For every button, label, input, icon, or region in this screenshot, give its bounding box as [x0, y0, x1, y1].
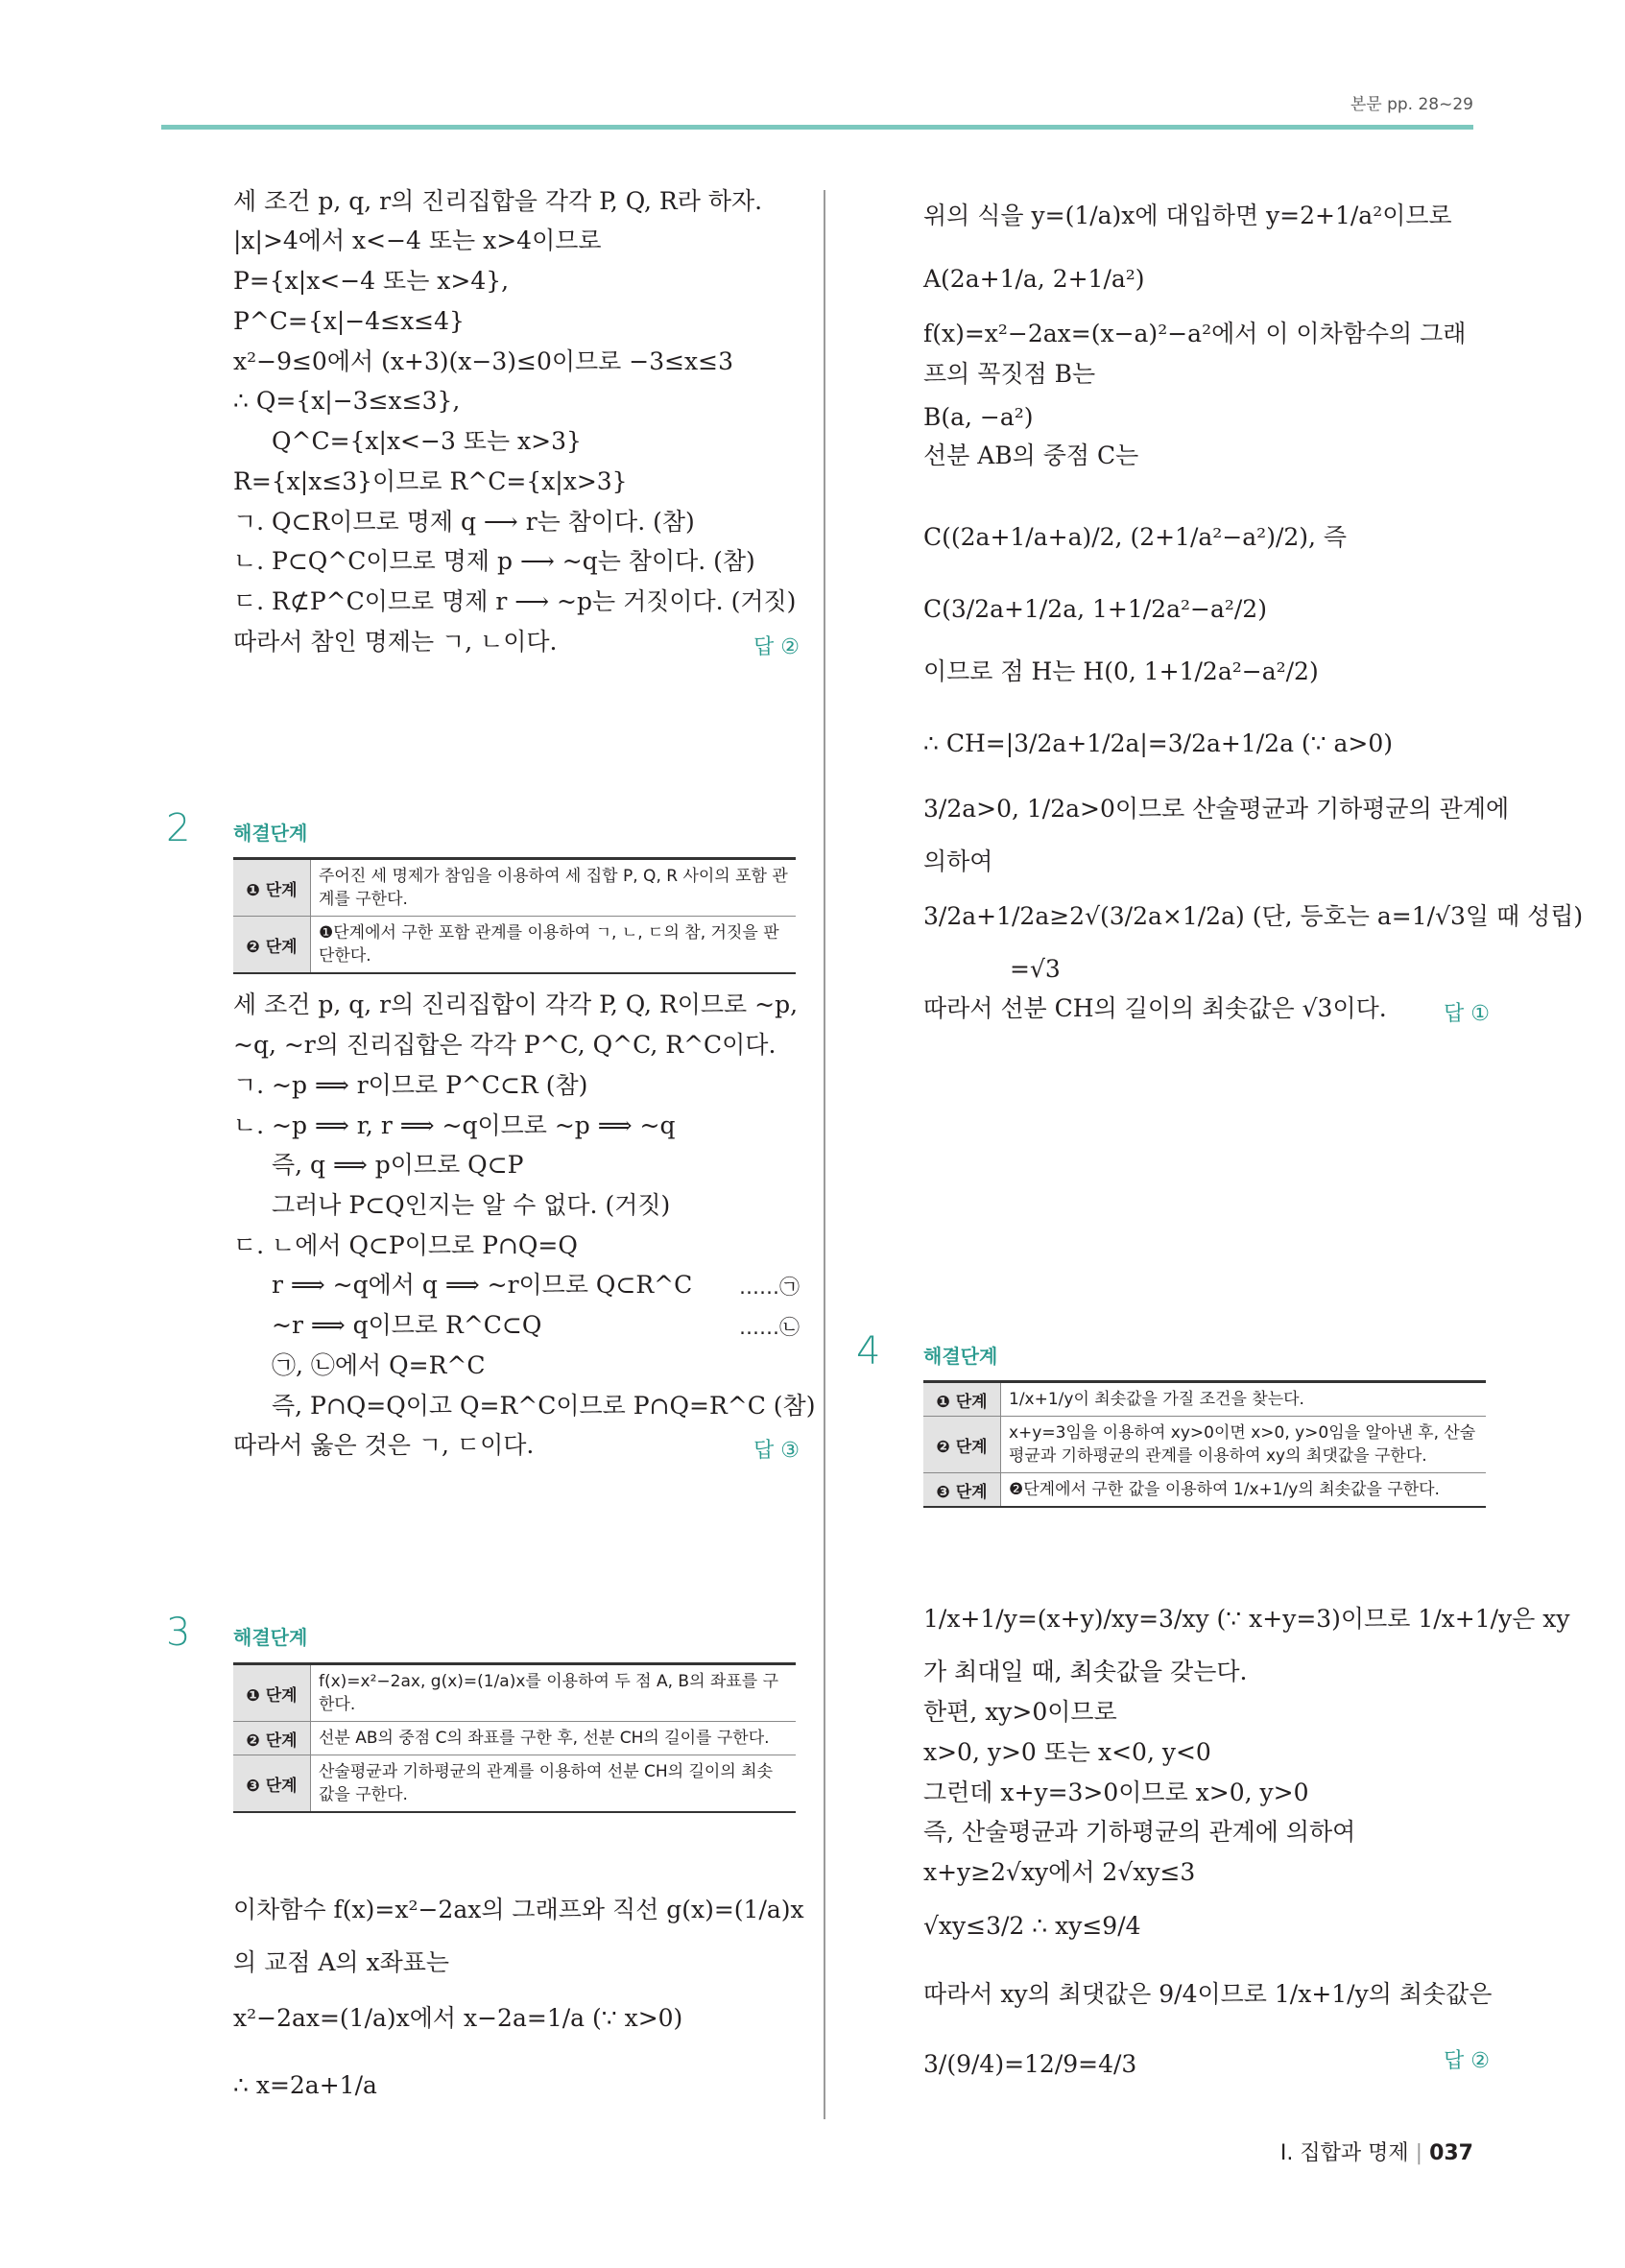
step-text: x+y=3임을 이용하여 xy>0이면 x>0, y>0임을 알아낸 후, 산술평균과 기하평균의 관계를 이용하여 xy의 최댓값을 구한다. — [1001, 1417, 1487, 1473]
q2-steps-table — [233, 857, 796, 974]
footer-divider: | — [1415, 2141, 1430, 2165]
step-label: ❸ 단계 — [233, 1755, 311, 1813]
q2-line: ~r ⟹ q이므로 R^C⊂Q — [272, 1311, 542, 1339]
footer-page-number: 037 — [1429, 2141, 1473, 2165]
q4-line: 그런데 x+y=3>0이므로 x>0, y>0 — [923, 1779, 1309, 1806]
q4-steps-title: 해결단계 — [923, 1345, 998, 1368]
step-text: 선분 AB의 중점 C의 좌표를 구한 후, 선분 CH의 길이를 구한다. — [311, 1722, 797, 1755]
q3-line: B(a, −a²) — [923, 403, 1034, 431]
q1-line: R={x|x≤3}이므로 R^C={x|x>3} — [233, 467, 628, 495]
step-row — [233, 917, 796, 974]
step-text: 1/x+1/y이 최솟값을 가질 조건을 찾는다. — [1001, 1382, 1487, 1417]
step-row — [923, 1417, 1486, 1473]
q3-line: =√3 — [1010, 955, 1061, 983]
step-label: ❶ 단계 — [233, 859, 311, 917]
q3-steps-title: 해결단계 — [233, 1626, 308, 1649]
q1-line: Q^C={x|x<−3 또는 x>3} — [272, 427, 582, 455]
q3-line: C((2a+1/a+a)/2, (2+1/a²−a²)/2), 즉 — [923, 523, 1348, 551]
q4-number: 4 — [856, 1329, 881, 1373]
footer-section: Ⅰ. 집합과 명제 — [1279, 2141, 1409, 2165]
q4-line: 한편, xy>0이므로 — [923, 1698, 1117, 1726]
q2-answer: 답 ③ — [753, 1439, 800, 1463]
q4-line: 3/(9/4)=12/9=4/3 — [923, 2050, 1137, 2078]
q2-line: 즉, q ⟹ p이므로 Q⊂P — [272, 1151, 524, 1179]
step-row — [233, 1755, 796, 1813]
step-row — [923, 1473, 1486, 1508]
step-text: 주어진 세 명제가 참임을 이용하여 세 집합 P, Q, R 사이의 포함 관계를 구한다. — [311, 859, 797, 917]
q1-line: 세 조건 p, q, r의 진리집합을 각각 P, Q, R라 하자. — [233, 187, 763, 215]
q3-line: 이므로 점 H는 H(0, 1+1/2a²−a²/2) — [923, 657, 1319, 685]
step-row — [923, 1382, 1486, 1417]
q1-line: ㄷ. R⊄P^C이므로 명제 r ⟶ ~p는 거짓이다. (거짓) — [233, 587, 797, 615]
q1-line: ㄴ. P⊂Q^C이므로 명제 p ⟶ ~q는 참이다. (참) — [233, 547, 755, 575]
q3-line: C(3/2a+1/2a, 1+1/2a²−a²/2) — [923, 595, 1267, 623]
q1-line: ∴ Q={x|−3≤x≤3}, — [233, 387, 461, 415]
q3-line: 이차함수 f(x)=x²−2ax의 그래프와 직선 g(x)=(1/a)x — [233, 1896, 804, 1923]
q3-line: A(2a+1/a, 2+1/a²) — [923, 265, 1145, 293]
q1-line: ㄱ. Q⊂R이므로 명제 q ⟶ r는 참이다. (참) — [233, 508, 695, 536]
q1-line: |x|>4에서 x<−4 또는 x>4이므로 — [233, 227, 602, 254]
q2-mark-2: ……㉡ — [739, 1316, 800, 1339]
q1-answer: 답 ② — [753, 635, 800, 659]
step-row — [233, 859, 796, 917]
page-footer — [1280, 2137, 1473, 2166]
q2-number: 2 — [166, 806, 191, 850]
step-label: ❷ 단계 — [923, 1417, 1001, 1473]
q3-steps-table — [233, 1662, 796, 1813]
q4-line: x>0, y>0 또는 x<0, y<0 — [923, 1738, 1211, 1766]
header-rule — [161, 125, 1473, 130]
q4-line: 가 최대일 때, 최솟값을 갖는다. — [923, 1658, 1248, 1685]
q4-steps-table — [923, 1380, 1486, 1508]
step-row — [233, 1664, 796, 1722]
q2-line: ~q, ~r의 진리집합은 각각 P^C, Q^C, R^C이다. — [233, 1031, 777, 1059]
step-text: 산술평균과 기하평균의 관계를 이용하여 선분 CH의 길이의 최솟값을 구한다. — [311, 1755, 797, 1813]
step-text: f(x)=x²−2ax, g(x)=(1/a)x를 이용하여 두 점 A, B의 좌표를 구한다. — [311, 1664, 797, 1722]
q3-line: ∴ x=2a+1/a — [233, 2071, 377, 2099]
q3-line: f(x)=x²−2ax=(x−a)²−a²에서 이 이차함수의 그래 — [923, 320, 1467, 347]
q2-line: ㄴ. ~p ⟹ r, r ⟹ ~q이므로 ~p ⟹ ~q — [233, 1111, 676, 1139]
step-text: ❶단계에서 구한 포함 관계를 이용하여 ㄱ, ㄴ, ㄷ의 참, 거짓을 판단한다. — [311, 917, 797, 974]
q4-answer: 답 ② — [1444, 2049, 1490, 2073]
q3-line: 따라서 선분 CH의 길이의 최솟값은 √3이다. — [923, 994, 1387, 1022]
step-label: ❷ 단계 — [233, 1722, 311, 1755]
q1-line: P={x|x<−4 또는 x>4}, — [233, 267, 510, 295]
q3-line: 의 교점 A의 x좌표는 — [233, 1948, 450, 1976]
q3-line: ∴ CH=|3/2a+1/2a|=3/2a+1/2a (∵ a>0) — [923, 729, 1394, 757]
q1-line: 따라서 참인 명제는 ㄱ, ㄴ이다. — [233, 628, 558, 656]
q2-mark-1: ……㉠ — [739, 1276, 800, 1299]
step-label: ❶ 단계 — [923, 1382, 1001, 1417]
q3-number: 3 — [166, 1611, 191, 1655]
column-divider — [824, 190, 825, 2119]
page-range: 본문 pp. 28~29 — [1350, 95, 1473, 114]
q3-line: 선분 AB의 중점 C는 — [923, 442, 1139, 469]
step-text: ❷단계에서 구한 값을 이용하여 1/x+1/y의 최솟값을 구한다. — [1001, 1473, 1487, 1508]
step-row — [233, 1722, 796, 1755]
q2-line: 즉, P∩Q=Q이고 Q=R^C이므로 P∩Q=R^C (참) — [272, 1392, 816, 1420]
q1-line: x²−9≤0에서 (x+3)(x−3)≤0이므로 −3≤x≤3 — [233, 347, 733, 375]
q2-line: 그러나 P⊂Q인지는 알 수 없다. (거짓) — [272, 1191, 671, 1219]
q2-line: r ⟹ ~q에서 q ⟹ ~r이므로 Q⊂R^C — [272, 1271, 693, 1299]
q4-line: 즉, 산술평균과 기하평균의 관계에 의하여 — [923, 1818, 1356, 1846]
q3-answer: 답 ① — [1444, 1002, 1490, 1026]
q2-steps-title: 해결단계 — [233, 822, 308, 845]
q3-line: 의하여 — [923, 848, 993, 875]
q3-line: 위의 식을 y=(1/a)x에 대입하면 y=2+1/a²이므로 — [923, 202, 1452, 229]
q1-line: P^C={x|−4≤x≤4} — [233, 307, 465, 335]
q4-line: √xy≤3/2 ∴ xy≤9/4 — [923, 1912, 1141, 1940]
q2-line: 따라서 옳은 것은 ㄱ, ㄷ이다. — [233, 1431, 535, 1459]
step-label: ❶ 단계 — [233, 1664, 311, 1722]
q2-line: ㄱ. ~p ⟹ r이므로 P^C⊂R (참) — [233, 1071, 588, 1099]
q4-line: x+y≥2√xy에서 2√xy≤3 — [923, 1858, 1196, 1886]
q3-line: 3/2a+1/2a≥2√(3/2a×1/2a) (단, 등호는 a=1/√3일 때 성립) — [923, 902, 1584, 930]
q4-line: 1/x+1/y=(x+y)/xy=3/xy (∵ x+y=3)이므로 1/x+1/y은 xy — [923, 1605, 1570, 1633]
q4-line: 따라서 xy의 최댓값은 9/4이므로 1/x+1/y의 최솟값은 — [923, 1980, 1493, 2008]
step-label: ❷ 단계 — [233, 917, 311, 974]
step-label: ❸ 단계 — [923, 1473, 1001, 1508]
q3-line: 프의 꼭짓점 B는 — [923, 360, 1096, 388]
q2-line: ㉠, ㉡에서 Q=R^C — [272, 1351, 486, 1379]
q3-line: 3/2a>0, 1/2a>0이므로 산술평균과 기하평균의 관계에 — [923, 795, 1510, 823]
q3-line: x²−2ax=(1/a)x에서 x−2a=1/a (∵ x>0) — [233, 2004, 683, 2032]
q2-line: ㄷ. ㄴ에서 Q⊂P이므로 P∩Q=Q — [233, 1231, 578, 1259]
q2-line: 세 조건 p, q, r의 진리집합이 각각 P, Q, R이므로 ~p, — [233, 991, 799, 1018]
